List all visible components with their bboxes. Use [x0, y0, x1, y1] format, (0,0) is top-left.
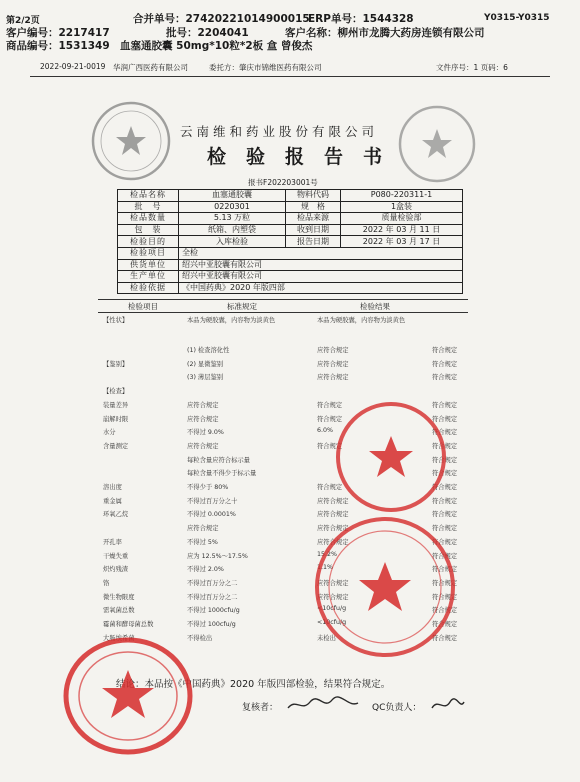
result-value: 应符合规定: [317, 347, 349, 354]
result-standard: 不得过 9.0%: [187, 429, 224, 437]
result-verdict: 符合规定: [432, 621, 458, 628]
result-item: 炽灼残渣: [103, 566, 129, 574]
result-item: 崩解时限: [103, 415, 129, 423]
range-code: Y0315-Y0315: [484, 13, 550, 23]
result-item: 微生物限度: [103, 593, 135, 601]
batch-no: 批号：2204041: [166, 27, 249, 39]
results-col-result: 检验结果: [360, 302, 390, 311]
result-verdict: 符合规定: [432, 442, 458, 450]
result-item: 含量测定: [103, 442, 129, 450]
result-value: 符合规定: [317, 484, 343, 491]
result-item: 霉菌和酵母菌总数: [103, 621, 154, 628]
company-name: 云南维和药业股份有限公司: [180, 124, 379, 139]
result-verdict: 符合规定: [432, 484, 458, 491]
result-value: <10cfu/g: [317, 605, 347, 613]
result-value: 符合规定: [317, 401, 343, 409]
result-value: 应符合规定: [317, 538, 349, 546]
result-value: 应符合规定: [317, 525, 349, 533]
result-verdict: 符合规定: [432, 579, 458, 587]
result-value: 应符合规定: [317, 360, 349, 368]
result-value: 应符合规定: [317, 497, 349, 505]
result-standard: 应符合规定: [187, 442, 219, 450]
result-value: 符合规定: [317, 415, 343, 423]
gray-seal-left: [88, 98, 174, 184]
table-row: 批 号 0220301 规 格 1盒装: [118, 201, 463, 213]
customer-no: 客户编号：2217417: [6, 27, 110, 39]
result-item: 溶出度: [103, 484, 122, 491]
result-standard: 应符合规定: [187, 401, 219, 409]
table-row: 检品名称 血塞通胶囊 物料代码 P080-220311-1: [118, 190, 463, 202]
red-seal-lower: [310, 512, 460, 662]
result-verdict: 符合规定: [432, 456, 458, 464]
info-table: [117, 189, 463, 294]
gray-seal-right: [395, 102, 479, 186]
result-value: 15.2%: [317, 550, 338, 558]
results-header-rule: [98, 312, 468, 313]
result-standard: 不得过 2.0%: [187, 566, 224, 574]
results-col-item: 检验项目: [128, 302, 158, 311]
result-verdict: 符合规定: [432, 347, 458, 354]
result-item: 铬: [103, 579, 110, 587]
result-standard: 本品为硬胶囊，内容物为淡黄色: [187, 317, 276, 324]
file-seq: 文件序号：1 页码：6: [436, 63, 508, 72]
result-standard: (2) 显微鉴别: [187, 360, 224, 368]
result-verdict: 符合规定: [432, 552, 458, 560]
result-item: 大肠埃希菌: [103, 634, 135, 642]
result-item: 重金属: [103, 497, 122, 505]
result-standard: (1) 检查溶化性: [187, 347, 230, 354]
divider: [30, 76, 550, 77]
result-standard: (3) 薄层鉴别: [187, 374, 224, 382]
result-item: 【检查】: [103, 388, 129, 396]
conclusion: 结论：本品按《中国药典》2020 年版四部检验，结果符合规定。: [116, 679, 391, 690]
erp-no: ERP单号：1544328: [308, 13, 414, 25]
result-verdict: 符合规定: [432, 511, 458, 519]
result-value: 6.0%: [317, 427, 333, 435]
table-row: 包 装 纸箱、内塑袋 收到日期 2022 年 03 月 11 日: [118, 224, 463, 236]
result-verdict: 符合规定: [432, 401, 458, 409]
result-verdict: 符合规定: [432, 593, 458, 601]
result-standard: 不得过 1000cfu/g: [187, 607, 240, 615]
result-standard: 应为 12.5%～17.5%: [187, 552, 248, 560]
results-col-standard: 标准规定: [227, 302, 257, 311]
result-value: <10cfu/g: [317, 619, 347, 626]
table-row: 检品数量 5.13 万粒 检品来源 质量检验部: [118, 213, 463, 225]
table-row: 检验依据 《中国药典》2020 年版四部: [118, 282, 463, 294]
result-value: 符合规定: [317, 442, 343, 450]
result-verdict: 符合规定: [432, 429, 458, 437]
result-standard: 不得过 100cfu/g: [187, 621, 236, 628]
result-standard: 不得过百万分之二: [187, 593, 238, 601]
report-title: 检验报告书: [207, 146, 403, 168]
product-desc: 血塞通胶囊 50mg*10粒*2板 盒 曾俊杰: [120, 40, 313, 52]
result-verdict: 符合规定: [432, 525, 458, 533]
result-value: 应符合规定: [317, 374, 349, 382]
report-number: 报书F202203001号: [248, 178, 318, 187]
result-verdict: 符合规定: [432, 374, 458, 382]
result-verdict: 符合规定: [432, 470, 458, 478]
date-code: 2022-09-21-0019: [40, 62, 106, 71]
result-standard: 每粒含量应符合标示量: [187, 456, 250, 464]
result-verdict: 符合规定: [432, 538, 458, 546]
result-verdict: 符合规定: [432, 360, 458, 368]
result-value: 本品为硬胶囊，内容物为淡黄色: [317, 317, 406, 324]
result-verdict: 符合规定: [432, 415, 458, 423]
table-row: 生产单位 绍兴中亚胶囊有限公司: [118, 271, 463, 283]
result-item: 开孔率: [103, 538, 122, 546]
reviewer-signature: [284, 694, 364, 716]
result-item: 干燥失重: [103, 552, 129, 560]
result-standard: 应符合规定: [187, 525, 219, 533]
result-standard: 应符合规定: [187, 415, 219, 423]
product-no: 商品编号：1531349: [6, 40, 110, 52]
result-item: 环氧乙烷: [103, 511, 129, 519]
result-standard: 不得过 5%: [187, 538, 218, 546]
table-row: 供货单位 绍兴中亚胶囊有限公司: [118, 259, 463, 271]
table-row: 检验项目 全检: [118, 247, 463, 259]
result-verdict: 符合规定: [432, 634, 458, 642]
qc-label: QC负责人：: [372, 703, 422, 713]
qc-signature: [428, 694, 468, 716]
result-value: 未检出: [317, 634, 336, 642]
reviewer-label: 复核者：: [242, 703, 279, 713]
red-seal-quality: [58, 632, 200, 758]
result-item: 【鉴别】: [103, 360, 129, 368]
combined-no: 合并单号：27420221014900015: [133, 13, 310, 25]
result-item: 需氧菌总数: [103, 607, 135, 615]
result-value: 应符合规定: [317, 579, 349, 587]
table-row: 检验目的 入库检验 报告日期 2022 年 03 月 17 日: [118, 236, 463, 248]
entrusted: 委托方：肇庆市锦维医药有限公司: [209, 63, 322, 72]
result-item: 【性状】: [103, 317, 129, 324]
result-standard: 不得过 0.0001%: [187, 511, 236, 519]
result-verdict: 符合规定: [432, 566, 458, 574]
customer-name: 客户名称：柳州市龙腾大药房连锁有限公司: [285, 27, 485, 39]
result-verdict: 符合规定: [432, 607, 458, 615]
results-top-rule: [98, 299, 468, 300]
result-standard: 不得少于 80%: [187, 484, 229, 491]
page-indicator: 第2/2页: [6, 16, 40, 26]
result-item: 装量差异: [103, 401, 129, 409]
result-standard: 不得过百万分之二: [187, 579, 238, 587]
result-value: 1.1%: [317, 564, 333, 572]
result-verdict: 符合规定: [432, 497, 458, 505]
result-standard: 不得过百万分之十: [187, 497, 238, 505]
result-value: 应符合规定: [317, 511, 349, 519]
issuer: 华润广西医药有限公司: [113, 63, 188, 72]
result-item: 水分: [103, 429, 116, 437]
red-seal-center: [332, 398, 450, 516]
result-standard: 每粒含量不得少于标示量: [187, 470, 257, 478]
result-value: 应符合规定: [317, 593, 349, 601]
result-standard: 不得检出: [187, 634, 213, 642]
